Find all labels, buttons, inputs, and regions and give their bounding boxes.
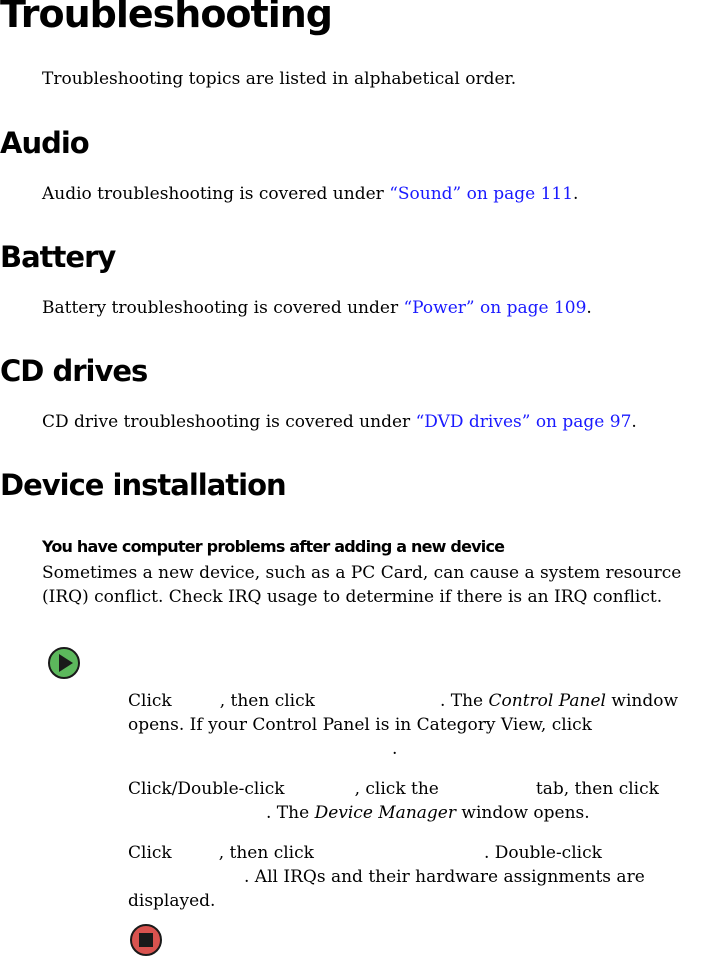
audio-heading: Audio bbox=[0, 126, 89, 160]
dvd-drives-link[interactable]: “DVD drives” on page 97 bbox=[415, 412, 632, 432]
audio-text: Audio troubleshooting is covered under “Sound” on page 111. bbox=[42, 184, 579, 204]
sound-link[interactable]: “Sound” on page 111 bbox=[389, 184, 574, 204]
step-2-line-2: . The Device Manager window opens. bbox=[266, 803, 590, 823]
page-title: Troubleshooting bbox=[0, 0, 332, 36]
step-1-line-2: opens. If your Control Panel is in Category View, click bbox=[128, 715, 592, 735]
step-3-line-1: Click , then click . Double-click bbox=[128, 843, 602, 863]
problem-subheading: You have computer problems after adding a new device bbox=[42, 537, 505, 556]
step-3-line-2: . All IRQs and their hardware assignments are bbox=[244, 867, 645, 887]
device-body: Sometimes a new device, such as a PC Card, can cause a system resource (IRQ) conflict. Check IRQ usage to determine if there is an IRQ conflict. bbox=[42, 563, 682, 607]
cd-drives-heading: CD drives bbox=[0, 354, 148, 388]
cd-drives-text: CD drive troubleshooting is covered under “DVD drives” on page 97. bbox=[42, 412, 637, 432]
device-installation-heading: Device installation bbox=[0, 468, 286, 502]
step-2-line-1: Click/Double-click , click the tab, then click bbox=[128, 779, 659, 799]
play-icon bbox=[47, 646, 81, 680]
battery-heading: Battery bbox=[0, 240, 116, 274]
step-1-line-3: . bbox=[392, 739, 398, 759]
step-1-line-1: Click , then click . The Control Panel window bbox=[128, 691, 678, 711]
stop-icon bbox=[129, 923, 163, 957]
step-3-line-3: displayed. bbox=[128, 891, 216, 911]
battery-text: Battery troubleshooting is covered under “Power” on page 109. bbox=[42, 298, 592, 318]
intro-text: Troubleshooting topics are listed in alphabetical order. bbox=[42, 69, 517, 89]
power-link[interactable]: “Power” on page 109 bbox=[403, 298, 587, 318]
